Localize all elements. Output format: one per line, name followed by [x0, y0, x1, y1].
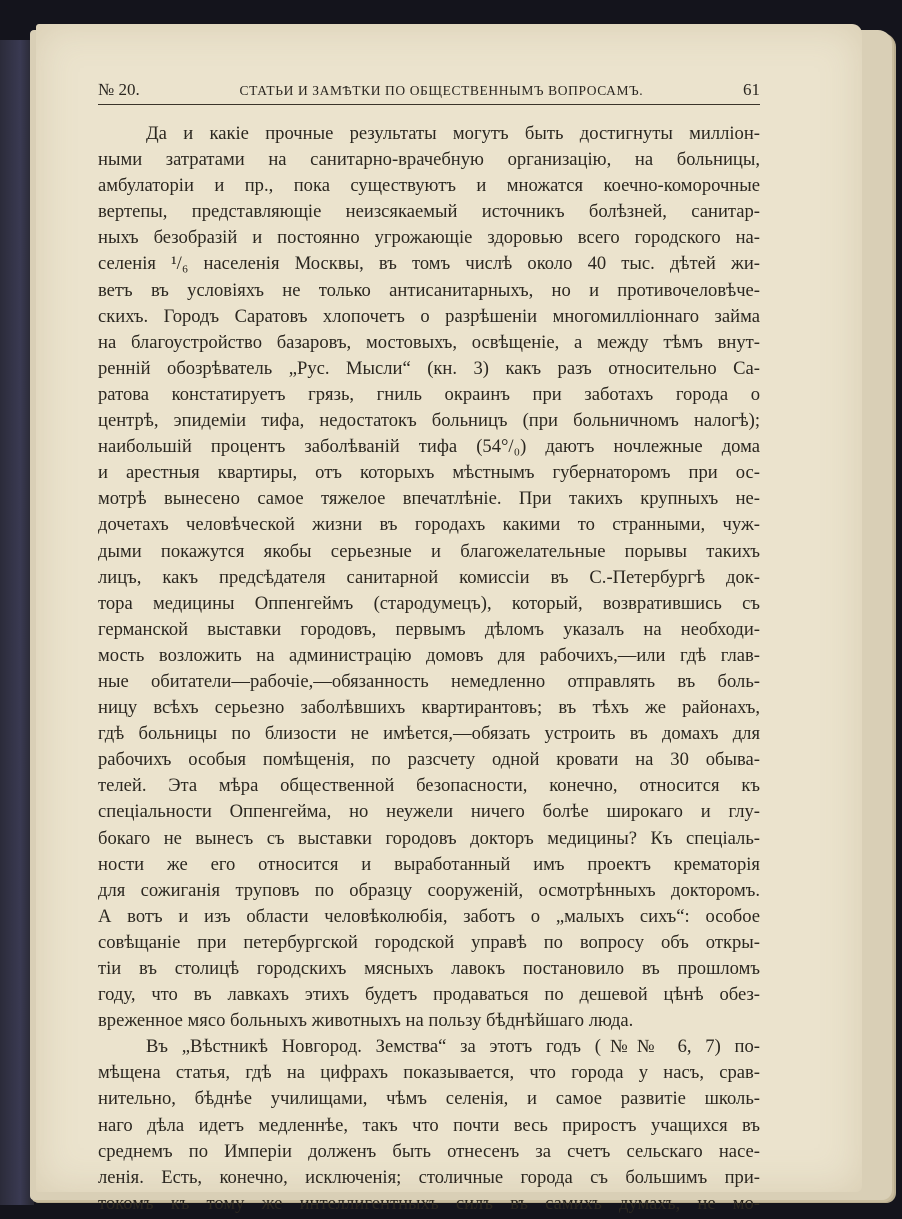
article-text — [98, 121, 760, 1217]
text-line: ницу всѣхъ серьезно заболѣвшихъ квартирантовъ; въ тѣхъ же районахъ, — [98, 697, 760, 719]
text-line: А вотъ и изъ области человѣколюбія, заботъ о „малыхъ сихъ“: особое — [98, 905, 760, 927]
text-line: для сожиганія труповъ по образцу сооруженій, осмотрѣнныхъ докторомъ. — [98, 879, 760, 901]
issue-number: № 20. — [98, 80, 140, 99]
text-line: бокаго не вынесъ съ выставки городовъ докторъ медицины? Къ спеціаль- — [98, 827, 760, 849]
text-line: ныхъ безобразій и постоянно угрожающіе здоровью всего городского на- — [98, 227, 760, 249]
text-line: ными затратами на санитарно-врачебную организацію, на больницы, — [98, 149, 760, 171]
text-line: тора медицины Оппенгеймъ (стародумецъ), который, возвратившись съ — [98, 592, 760, 614]
header-rule — [98, 104, 760, 105]
text-line: амбулаторіи и пр., пока существуютъ и множатся коечно-коморочные — [98, 175, 760, 197]
text-line: лицъ, какъ предсѣдателя санитарной комиссіи въ С.-Петербургѣ док- — [98, 566, 760, 588]
text-line: мость возложить на администрацію домовъ для рабочихъ,—или гдѣ глав- — [98, 644, 760, 666]
text-line: ленія. Есть, конечно, исключенія; столичные города съ большимъ при- — [98, 1166, 760, 1188]
text-line: ратова констатируетъ грязь, гниль окраинъ при заботахъ города о — [98, 383, 760, 405]
text-line: на благоустройство базаровъ, мостовыхъ, освѣщеніе, а между тѣмъ внут- — [98, 331, 760, 353]
text-line: мотрѣ вынесено самое тяжелое впечатлѣніе. При такихъ крупныхъ не- — [98, 488, 760, 510]
text-line: вертепы, представляющіе неизсякаемый источникъ болѣзней, санитар- — [98, 201, 760, 223]
text-line: среднемъ по Имперіи долженъ быть отнесенъ за счетъ сельскаго насе- — [98, 1140, 760, 1162]
text-line: селенія ¹/₆ населенія Москвы, въ томъ числѣ около 40 тыс. дѣтей жи- — [98, 253, 760, 275]
text-line: вреженное мясо больныхъ животныхъ на пользу бѣднѣйшаго люда. — [98, 1010, 634, 1032]
text-line: совѣщаніе при петербургской городской управѣ по вопросу объ откры- — [98, 931, 760, 953]
text-line: Въ „Вѣстникѣ Новгород. Земства“ за этотъ годъ (№№ 6, 7) по- — [146, 1036, 760, 1058]
text-line: дыми покажутся якобы серьезные и благожелательные порывы такихъ — [98, 540, 760, 562]
text-line: ветъ въ условіяхъ не только антисанитарныхъ, но и противочеловѣче- — [98, 279, 760, 301]
text-line: телей. Эта мѣра общественной безопасности, конечно, относится къ — [98, 775, 760, 797]
text-line: тіи въ столицѣ городскихъ мясныхъ лавокъ постановило въ прошломъ — [98, 958, 760, 979]
text-line: наго дѣла идетъ медленнѣе, такъ что почти весь приростъ учащихся въ — [98, 1114, 760, 1136]
section-title: СТАТЬИ И ЗАМѢТКИ ПО ОБЩЕСТВЕННЫМЪ ВОПРОСАМЪ. — [239, 83, 644, 98]
text-line: дочетахъ человѣческой жизни въ городахъ какими то странными, чуж- — [98, 514, 760, 536]
book-binding — [0, 40, 34, 1205]
text-line: нительно, бѣднѣе училищами, чѣмъ селенія, и самое развитіе школь- — [98, 1088, 760, 1110]
text-line: токомъ къ тому же интеллигентныхъ силъ въ самихъ думахъ, не мо- — [98, 1192, 760, 1214]
text-line: германской выставки городовъ, первымъ дѣломъ указалъ на необходи- — [98, 618, 760, 640]
text-line: рабочихъ особыя помѣщенія, по разсчету одной кровати на 30 обыва- — [98, 749, 760, 771]
text-line: Да и какіе прочные результаты могутъ быть достигнуты милліон- — [146, 123, 760, 144]
text-line: наибольшій процентъ заболѣваній тифа (54°/₀) даютъ ночлежные дома — [98, 436, 760, 458]
text-line: ренній обозрѣватель „Рус. Мысли“ (кн. 3) какъ разъ относительно Са- — [98, 357, 760, 379]
text-line: скихъ. Городъ Саратовъ хлопочетъ о разрѣшеніи многомилліоннаго займа — [98, 305, 760, 327]
text-line: мѣщена статья, гдѣ на цифрахъ показывается, что города у насъ, срав- — [98, 1062, 760, 1084]
book-page — [36, 24, 862, 1214]
text-line: году, что въ лавкахъ этихъ будетъ продаваться по дешевой цѣнѣ обез- — [98, 984, 760, 1006]
text-line: спеціальности Оппенгейма, но неужели ничего болѣе широкаго и глу- — [98, 801, 760, 823]
page-number: 61 — [742, 80, 760, 99]
text-line: гдѣ больницы по близости не имѣется,—обязать устроить въ домахъ для — [98, 723, 760, 745]
text-line: центрѣ, эпидеміи тифа, недостатокъ больницъ (при больничномъ налогѣ); — [98, 410, 760, 432]
text-line: и арестныя квартиры, отъ которыхъ мѣстнымъ губернаторомъ при ос- — [98, 462, 760, 484]
text-line: ности же его относится и выработанный имъ проектъ крематорія — [98, 853, 760, 875]
text-line: ные обитатели—рабочіе,—обязанность немедленно отправлять въ боль- — [98, 670, 760, 692]
